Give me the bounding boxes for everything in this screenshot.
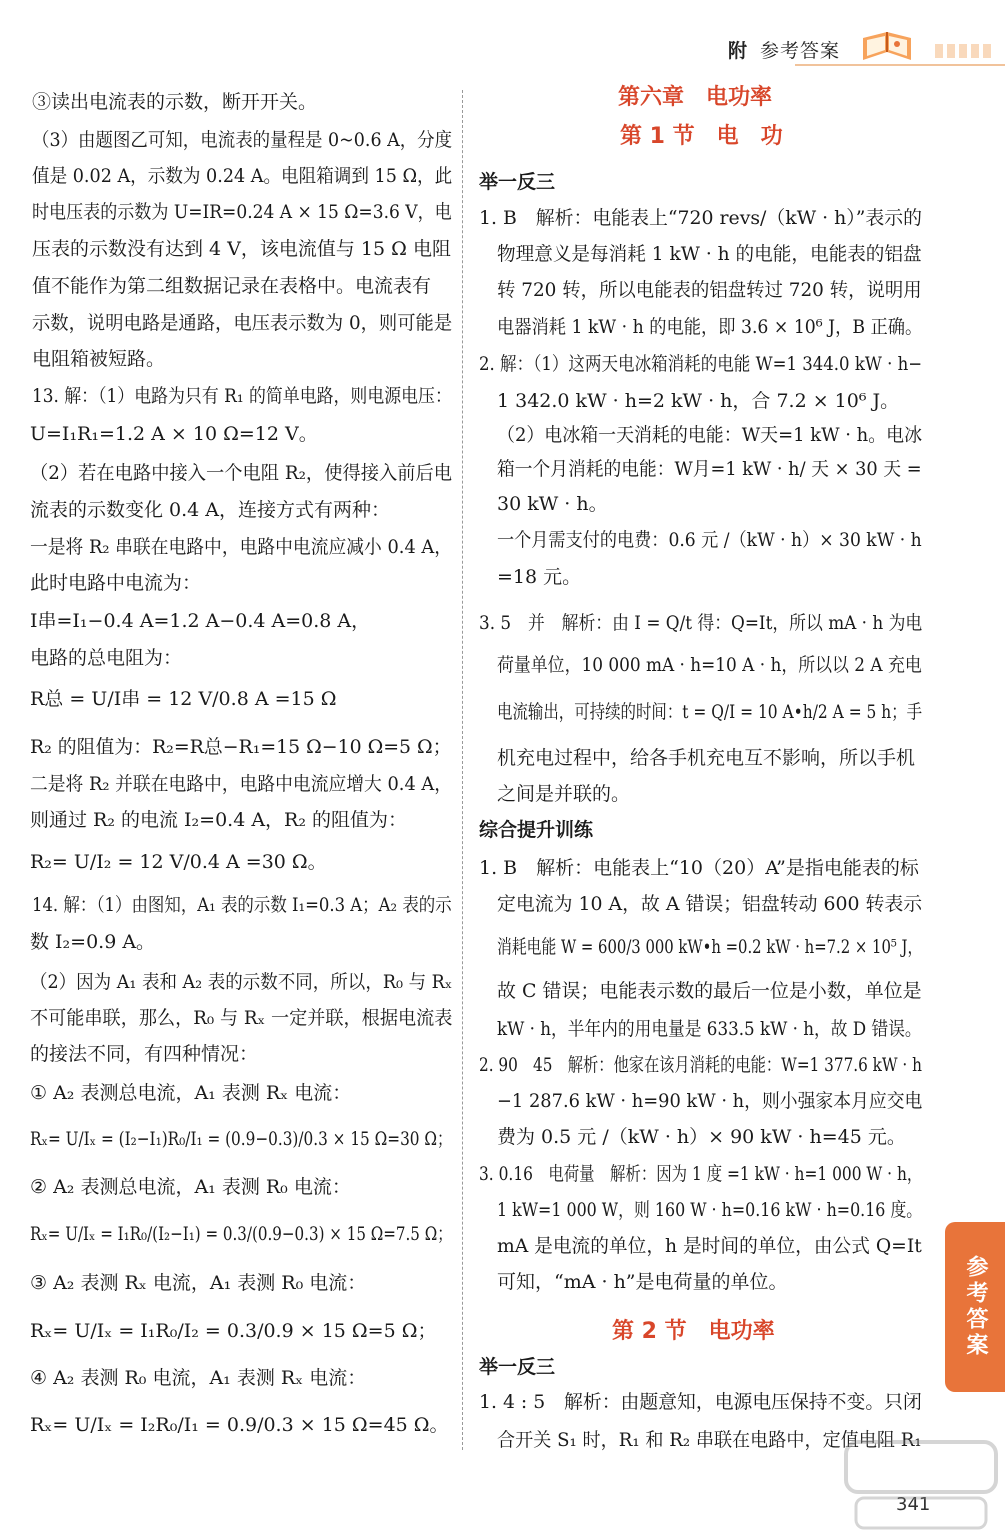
- left-text-line: 时电压表的示数为 U=IR=0.24 A × 15 Ω=3.6 V，电: [32, 201, 452, 223]
- right-text-line: 可知，“mA · h”是电荷量的单位。: [497, 1271, 788, 1293]
- left-text-line: ④ A₂ 表测 R₀ 电流，A₁ 表测 Rₓ 电流：: [30, 1367, 367, 1389]
- header-rule: [795, 64, 1005, 66]
- left-text-line: 二是将 R₂ 并联在电路中，电路中电流应增大 0.4 A，: [30, 773, 453, 795]
- right-text-line: 机充电过程中，给各手机充电互不影响，所以手机: [497, 747, 916, 769]
- left-text-line: 此时电路中电流为：: [30, 572, 202, 594]
- right-text-line: 1. 4 : 5 解析：由题意知，电源电压保持不变。只闭: [479, 1391, 922, 1413]
- section-heading: 第 2 节 电功率: [612, 1319, 775, 1344]
- left-text-line: （3）由题图乙可知，电流表的量程是 0~0.6 A，分度: [32, 129, 453, 151]
- right-text-line: kW · h，半年内的用电量是 633.5 kW · h，故 D 错误。: [497, 1018, 922, 1040]
- left-text-line: 电阻箱被短路。: [32, 348, 166, 370]
- side-tab-answers: 参考答案: [945, 1222, 1005, 1392]
- left-text-line: ③ A₂ 表测 Rₓ 电流，A₁ 表测 R₀ 电流：: [30, 1272, 367, 1294]
- left-text-line: 14. 解：（1）由图知，A₁ 表的示数 I₁=0.3 A；A₂ 表的示: [32, 894, 452, 916]
- right-text-line: =18 元。: [497, 566, 582, 588]
- right-text-line: 转 720 转，所以电能表的铝盘转过 720 转，说明用: [497, 279, 922, 301]
- section-heading: 第 1 节 电 功: [620, 124, 783, 149]
- right-text-line: 之间是并联的。: [497, 783, 631, 805]
- right-text-line: 2. 解：（1）这两天电冰箱消耗的电能 W=1 344.0 kW · h−: [479, 353, 923, 375]
- right-text-line: 荷量单位，10 000 mA · h=10 A · h，所以以 2 A 充电: [497, 654, 922, 676]
- left-text-line: U=I₁R₁=1.2 A × 10 Ω=12 V。: [30, 423, 318, 445]
- page-number: 341: [896, 1494, 931, 1515]
- right-text-line: 故 C 错误；电能表示数的最后一位是小数，单位是: [497, 980, 922, 1002]
- left-text-line: ③读出电流表的示数，断开开关。: [32, 91, 318, 113]
- page-header: [705, 30, 1005, 70]
- right-text-line: mA 是电流的单位，h 是时间的单位，由公式 Q=It: [497, 1235, 922, 1257]
- column-divider: [462, 90, 463, 1450]
- left-text-line: ② A₂ 表测总电流，A₁ 表测 R₀ 电流：: [30, 1176, 351, 1198]
- right-text-line: 1. B 解析：电能表上“720 revs/（kW · h）”表示的: [479, 207, 922, 229]
- right-text-line: 一个月需支付的电费：0.6 元 /（kW · h）× 30 kW · h: [497, 529, 922, 551]
- left-text-line: 值不能作为第二组数据记录在表格中。电流表有: [32, 275, 432, 297]
- left-text-line: 一是将 R₂ 串联在电路中，电路中电流应减小 0.4 A，: [30, 536, 453, 558]
- left-text-line: Rₓ= U/Iₓ = (I₂−I₁)R₀/I₁ = (0.9−0.3)/0.3 × 15 Ω=30 Ω；: [30, 1128, 453, 1150]
- right-text-line: 30 kW · h。: [497, 493, 608, 515]
- right-text-line: 消耗电能 W = 600/3 000 kW•h =0.2 kW · h=7.2 × 10⁵ J，: [497, 936, 923, 958]
- right-text-line: 2. 90 45 解析：他家在该月消耗的电能：W=1 377.6 kW · h: [479, 1054, 922, 1076]
- watermark-logo: [836, 1432, 1005, 1536]
- left-text-line: 数 I₂=0.9 A。: [30, 931, 156, 953]
- left-text-line: R总 = U/I串 = 12 V/0.8 A =15 Ω: [30, 688, 337, 710]
- right-text-line: （2）电冰箱一天消耗的电能：W天=1 kW · h。电冰: [497, 424, 923, 446]
- right-text-line: 电器消耗 1 kW · h 的电能，即 3.6 × 10⁶ J，B 正确。: [497, 316, 923, 338]
- right-text-line: 物理意义是每消耗 1 kW · h 的电能，电能表的铝盘: [497, 243, 922, 265]
- open-book-icon: [859, 30, 915, 66]
- left-text-line: I串=I₁−0.4 A=1.2 A−0.4 A=0.8 A，: [30, 610, 371, 632]
- right-text-line: −1 287.6 kW · h=90 kW · h，则小强家本月应交电: [497, 1090, 923, 1112]
- left-text-line: Rₓ= U/Iₓ = I₁R₀/I₂ = 0.3/0.9 × 15 Ω=5 Ω；: [30, 1320, 437, 1342]
- left-text-line: ① A₂ 表测总电流，A₁ 表测 Rₓ 电流：: [30, 1082, 352, 1104]
- left-text-line: 流表的示数变化 0.4 A，连接方式有两种：: [30, 499, 391, 521]
- right-text-line: 3. 0.16 电荷量 解析：因为 1 度 =1 kW · h=1 000 W · h，: [479, 1163, 923, 1185]
- subsection-heading: 举一反三: [479, 171, 556, 193]
- left-text-line: 不可能串联，那么，R₀ 与 Rₓ 一定并联，根据电流表: [30, 1007, 453, 1029]
- left-text-line: 电路的总电阻为：: [30, 647, 183, 669]
- right-text-line: 1 342.0 kW · h=2 kW · h，合 7.2 × 10⁶ J。: [497, 390, 900, 412]
- subsection-heading: 举一反三: [479, 1356, 556, 1378]
- header-decoration: [935, 44, 995, 58]
- right-text-line: 箱一个月消耗的电能：W月=1 kW · h/ 天 × 30 天 =: [497, 458, 922, 480]
- left-text-line: 示数，说明电路是通路，电压表示数为 0，则可能是: [32, 312, 453, 334]
- subsection-heading: 综合提升训练: [479, 819, 594, 841]
- left-text-line: R₂= U/I₂ = 12 V/0.4 A =30 Ω。: [30, 851, 327, 873]
- left-text-line: 压表的示数没有达到 4 V，该电流值与 15 Ω 电阻: [32, 238, 451, 260]
- header-title: [728, 36, 840, 63]
- left-text-line: 值是 0.02 A，示数为 0.24 A。电阻箱调到 15 Ω，此: [32, 165, 453, 187]
- right-text-line: 3. 5 并 解析：由 I = Q/t 得：Q=It，所以 mA · h 为电: [479, 612, 923, 634]
- header-prefix: 附: [727, 40, 748, 62]
- right-text-line: 合开关 S₁ 时，R₁ 和 R₂ 串联在电路中，定值电阻 R₁: [497, 1429, 922, 1451]
- left-text-line: R₂ 的阻值为：R₂=R总−R₁=15 Ω−10 Ω=5 Ω；: [30, 736, 452, 758]
- section-heading: 第六章 电功率: [618, 85, 773, 110]
- left-text-line: （2）因为 A₁ 表和 A₂ 表的示数不同，所以，R₀ 与 Rₓ: [30, 971, 453, 993]
- right-text-line: 电流输出，可持续的时间：t = Q/I = 10 A•h/2 A = 5 h；手: [497, 701, 923, 723]
- right-text-line: 1. B 解析：电能表上“10（20）A”是指电能表的标: [479, 857, 919, 879]
- right-text-line: 定电流为 10 A，故 A 错误；铝盘转动 600 转表示: [497, 893, 923, 915]
- right-text-line: 费为 0.5 元 /（kW · h）× 90 kW · h=45 元。: [497, 1126, 906, 1148]
- header-label: 参考答案: [759, 40, 840, 62]
- left-text-line: （2）若在电路中接入一个电阻 R₂，使得接入前后电: [30, 462, 453, 484]
- left-text-line: 13. 解：（1）电路为只有 R₁ 的简单电路，则电源电压：: [32, 385, 452, 407]
- left-text-line: 则通过 R₂ 的电流 I₂=0.4 A，R₂ 的阻值为：: [30, 809, 408, 831]
- left-text-line: Rₓ= U/Iₓ = I₁R₀/(I₂−I₁) = 0.3/(0.9−0.3) × 15 Ω=7.5 Ω；: [30, 1223, 453, 1245]
- left-text-line: Rₓ= U/Iₓ = I₂R₀/I₁ = 0.9/0.3 × 15 Ω=45 Ω。: [30, 1414, 449, 1436]
- left-text-line: 的接法不同，有四种情况：: [30, 1043, 259, 1065]
- right-text-line: 1 kW=1 000 W，则 160 W · h=0.16 kW · h=0.16 度。: [497, 1199, 923, 1221]
